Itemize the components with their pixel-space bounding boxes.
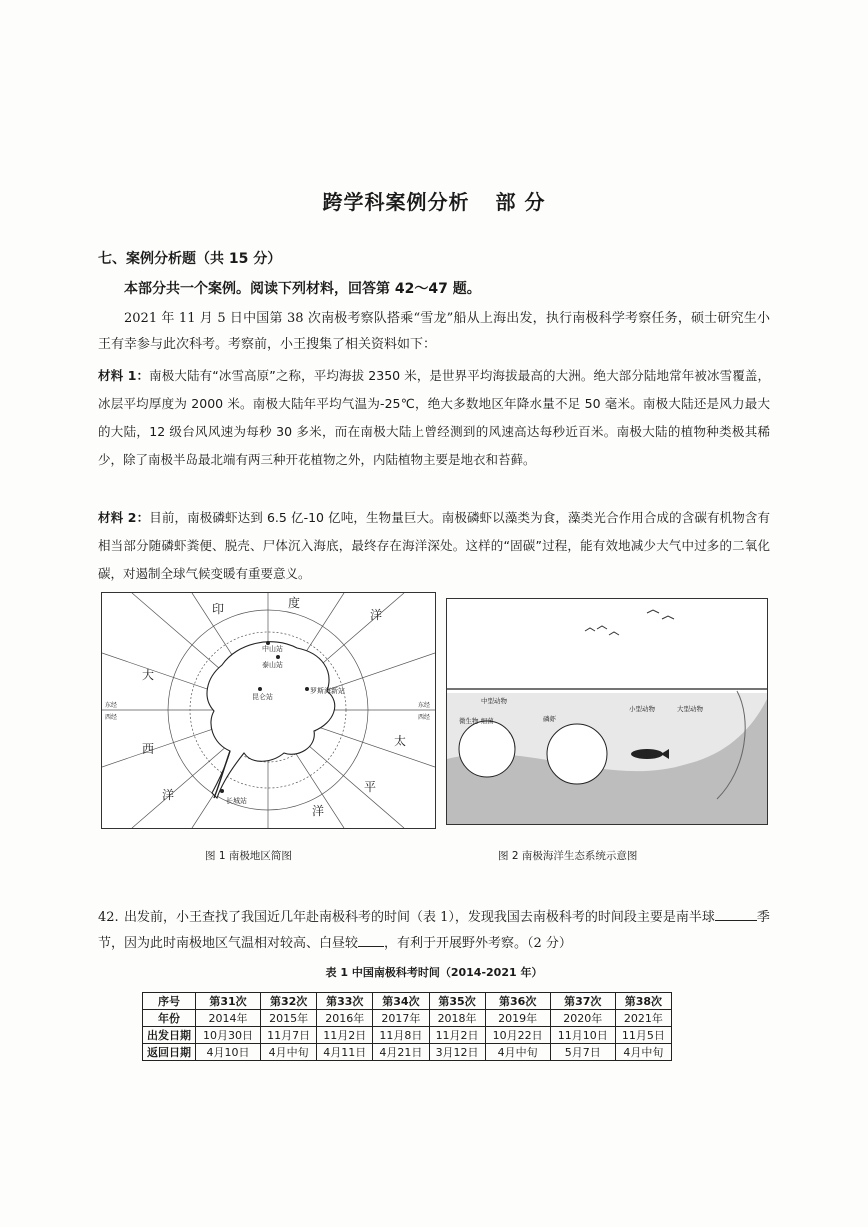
answer-blank-daylight[interactable] xyxy=(358,932,384,947)
table-cell: 第32次 xyxy=(261,993,317,1010)
table-cell: 10月22日 xyxy=(485,1027,550,1044)
table-cell: 2019年 xyxy=(485,1010,550,1027)
ocean-label: 洋 xyxy=(370,608,383,622)
material-2-text: 目前，南极磷虾达到 6.5 亿-10 亿吨，生物量巨大。南极磷虾以藻类为食，藻类光合作用合成的含碳有机物含有相当部分随磷虾粪便、脱壳、尸体沉入海底，最终存在海洋深处。这样的“固碳”过程，能有效地减少大气中过多的二氧化碳，对遏制全球气候变暖有重要意义。 xyxy=(98,510,770,581)
station-marker xyxy=(305,687,309,691)
question-number: 42. xyxy=(98,910,119,925)
table-cell: 11月10日 xyxy=(550,1027,615,1044)
table-cell: 4月中旬 xyxy=(615,1044,671,1061)
table-cell: 第37次 xyxy=(550,993,615,1010)
table-cell: 2015年 xyxy=(261,1010,317,1027)
table-row xyxy=(143,1044,672,1061)
ocean-label: 度 xyxy=(288,596,301,610)
table-row xyxy=(143,993,672,1010)
question-text-b: 季节，因为此时南极地区气温相对较高、白昼较 xyxy=(98,910,770,951)
table-cell: 第36次 xyxy=(485,993,550,1010)
ecosystem-diagram xyxy=(447,599,767,824)
table-cell: 2014年 xyxy=(196,1010,261,1027)
figure-2-ecosystem xyxy=(446,598,768,825)
question-text-a: 出发前，小王查找了我国近几年赴南极科考的时间（表 1），发现我国去南极科考的时间段主要是南半球 xyxy=(124,910,715,925)
table-cell: 11月7日 xyxy=(261,1027,317,1044)
figure-1-map xyxy=(101,592,436,829)
paragraph-1: 2021 年 11 月 5 日中国第 38 次南极考察队搭乘“雪龙”船从上海出发，执行南极科学考察任务，硕士研究生小王有幸参与此次科考。考察前，小王搜集了相关资料如下： xyxy=(98,311,770,352)
station-marker xyxy=(258,687,262,691)
station-label: 中山站 xyxy=(262,645,283,653)
table-cell: 第34次 xyxy=(373,993,429,1010)
table-cell: 2017年 xyxy=(373,1010,429,1027)
table-cell: 11月2日 xyxy=(429,1027,485,1044)
table-1 xyxy=(142,992,672,1061)
ocean-label: 太 xyxy=(394,734,407,748)
station-marker xyxy=(220,789,224,793)
question-text-c: ，有利于开展野外考察。（2 分） xyxy=(384,936,572,951)
table-cell: 4月中旬 xyxy=(485,1044,550,1061)
table-cell: 4月中旬 xyxy=(261,1044,317,1061)
material-1-label: 材料 1： xyxy=(98,368,150,383)
edge-label: 西经 xyxy=(418,714,431,721)
table-cell: 2020年 xyxy=(550,1010,615,1027)
table-row xyxy=(143,1027,672,1044)
table-cell: 3月12日 xyxy=(429,1044,485,1061)
title-main: 跨学科案例分析 xyxy=(322,190,470,214)
table-1-caption: 表 1 中国南极科考时间（2014-2021 年） xyxy=(325,966,543,979)
page-title xyxy=(0,186,868,215)
table-cell: 2016年 xyxy=(317,1010,373,1027)
table-cell: 2018年 xyxy=(429,1010,485,1027)
table-cell: 年份 xyxy=(143,1010,196,1027)
ocean-label: 西 xyxy=(142,742,155,756)
table-cell: 第38次 xyxy=(615,993,671,1010)
eco-label: 大型动物 xyxy=(677,705,703,713)
ocean-label: 洋 xyxy=(312,804,325,818)
table-cell: 4月10日 xyxy=(196,1044,261,1061)
ocean-label: 印 xyxy=(212,602,225,616)
station-label: 泰山站 xyxy=(262,661,283,669)
station-label: 罗斯海新站 xyxy=(310,687,345,695)
station-label: 长城站 xyxy=(226,797,247,805)
table-cell: 序号 xyxy=(143,993,196,1010)
table-cell: 11月8日 xyxy=(373,1027,429,1044)
material-2 xyxy=(98,504,770,588)
ocean-label: 平 xyxy=(364,780,377,794)
table-cell: 2021年 xyxy=(615,1010,671,1027)
table-cell: 返回日期 xyxy=(143,1044,196,1061)
material-2-label: 材料 2： xyxy=(98,510,150,525)
edge-label: 东经 xyxy=(105,702,118,709)
antarctic-map xyxy=(102,593,435,828)
table-cell: 第31次 xyxy=(196,993,261,1010)
title-part: 部 分 xyxy=(495,190,546,214)
edge-label: 东经 xyxy=(418,702,431,709)
table-cell: 第33次 xyxy=(317,993,373,1010)
table-cell: 第35次 xyxy=(429,993,485,1010)
answer-blank-season[interactable] xyxy=(715,906,757,921)
seabird-icons xyxy=(585,610,674,635)
table-row xyxy=(143,1010,672,1027)
microbe-inset xyxy=(459,721,515,777)
table-cell: 11月5日 xyxy=(615,1027,671,1044)
section-heading: 七、案例分析题（共 15 分） xyxy=(98,251,282,267)
eco-label: 微生物 细菌 xyxy=(459,717,494,725)
table-cell: 10月30日 xyxy=(196,1027,261,1044)
table-cell: 出发日期 xyxy=(143,1027,196,1044)
station-marker xyxy=(276,655,280,659)
whale-icon xyxy=(631,749,663,759)
edge-label: 西经 xyxy=(105,714,118,721)
table-cell: 4月21日 xyxy=(373,1044,429,1061)
material-1-text: 南极大陆有“冰雪高原”之称，平均海拔 2350 米，是世界平均海拔最高的大洲。绝大部分陆地常年被冰雪覆盖，冰层平均厚度为 2000 米。南极大陆年平均气温为-25℃，绝大多数地区年降水量不足 50 毫米。南极大陆还是风力最大的大陆，12 级台风风速为每秒 30 多米，而在南极大陆上曾经测到的风速高达每秒近百米。南极大陆的植物种类极其稀少，除了南极半岛最北端有两三种开花植物之外，内陆植物主要是地衣和苔藓。 xyxy=(98,368,770,467)
material-1 xyxy=(98,362,770,474)
eco-label: 磷虾 xyxy=(543,715,556,723)
figure-2-caption: 图 2 南极海洋生态系统示意图 xyxy=(498,850,638,862)
ocean-label: 大 xyxy=(142,668,155,682)
table-cell: 11月2日 xyxy=(317,1027,373,1044)
eco-label: 中型动物 xyxy=(481,697,507,705)
table-cell: 4月11日 xyxy=(317,1044,373,1061)
question-42 xyxy=(98,905,770,957)
figure-1-caption: 图 1 南极地区简图 xyxy=(205,850,292,862)
station-label: 昆仑站 xyxy=(252,693,273,701)
krill-inset xyxy=(547,724,607,784)
section-intro: 本部分共一个案例。阅读下列材料，回答第 42～47 题。 xyxy=(124,281,481,297)
table-cell: 5月7日 xyxy=(550,1044,615,1061)
eco-label: 小型动物 xyxy=(629,705,655,713)
ocean-label: 洋 xyxy=(162,788,175,802)
